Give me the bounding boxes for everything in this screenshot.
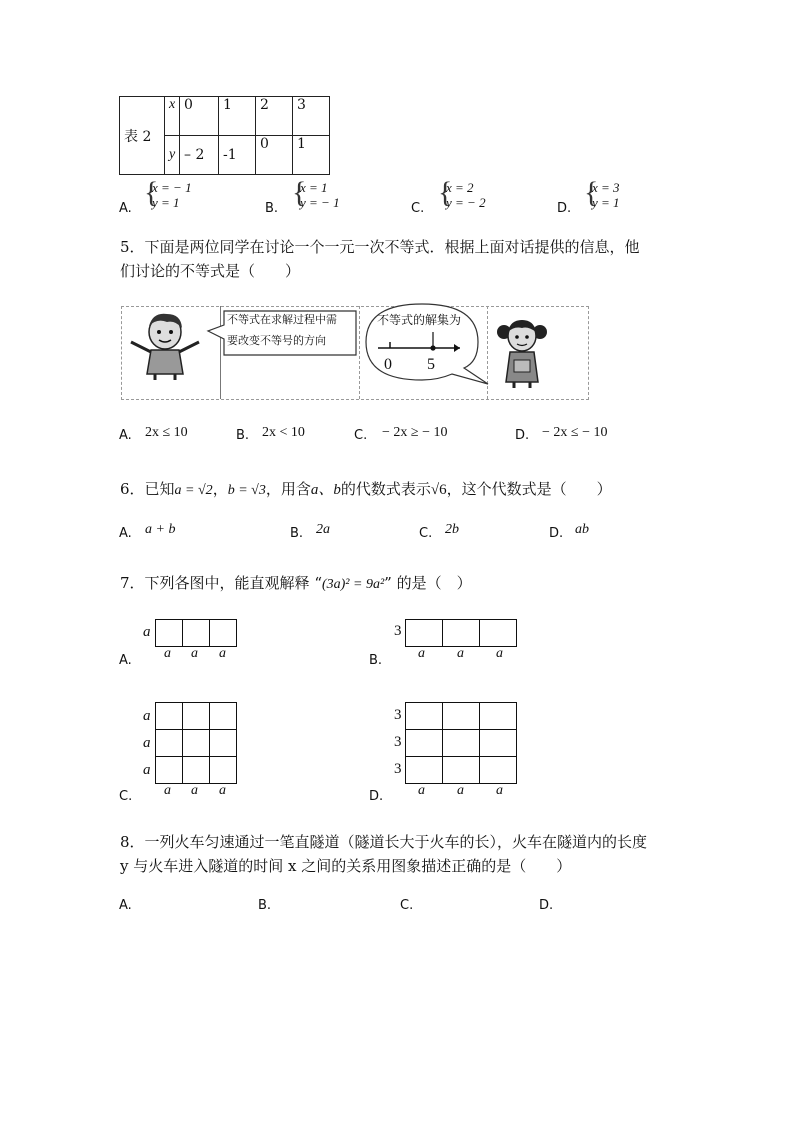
side-label: 3 <box>394 707 402 723</box>
q5-option-a-expr: 2x ≤ 10 <box>145 425 188 440</box>
q7-suffix: ” 的是（ ） <box>384 574 472 592</box>
table-2 <box>119 96 330 175</box>
table-head-y: y <box>165 136 180 175</box>
table-cell: 0 <box>256 136 293 175</box>
table-cell: 1 <box>293 136 330 175</box>
q7-option-a-grid <box>155 619 237 647</box>
bottom-label: a <box>164 646 171 661</box>
q6-option-d-expr: ab <box>575 522 589 537</box>
q8-option-d-label[interactable]: D. <box>539 898 554 913</box>
bottom-label: a <box>418 646 425 661</box>
q5-option-c-expr: − 2x ≥ − 10 <box>382 425 448 440</box>
bottom-label: a <box>164 783 171 798</box>
q8-line-1: 8．一列火车匀速通过一笔直隧道（隧道长大于火车的长），火车在隧道内的长度 <box>120 833 648 851</box>
table-cell: 1 <box>219 97 256 136</box>
q4-option-b-label[interactable]: B. <box>265 201 279 216</box>
q7-option-d-label[interactable]: D. <box>369 789 384 804</box>
q4-option-c-label[interactable]: C. <box>411 201 425 216</box>
q6-mid: ，用含 <box>265 480 311 498</box>
side-label: a <box>143 624 151 640</box>
q6-option-b-label[interactable]: B. <box>290 526 304 541</box>
q7-formula: (3a)² = 9a² <box>321 577 385 592</box>
q7-option-b-grid <box>405 619 517 647</box>
table-cell: 3 <box>293 97 330 136</box>
q6-option-b-expr: 2a <box>316 522 330 537</box>
equation: y = 1 <box>592 195 620 210</box>
q6-stem <box>120 477 612 503</box>
brace-icon: { <box>584 176 599 209</box>
number-line-tick-5: 5 <box>427 356 435 373</box>
table-cell: 0 <box>180 97 219 136</box>
bottom-label: a <box>191 646 198 661</box>
q5-option-d-expr: − 2x ≤ − 10 <box>542 425 608 440</box>
girl-illustration-icon <box>496 316 548 390</box>
table-cell: -1 <box>219 136 256 175</box>
q6-option-c-label[interactable]: C. <box>419 526 433 541</box>
q6-prefix: 6．已知 <box>120 480 175 498</box>
q8-option-a-label[interactable]: A. <box>119 898 132 913</box>
table-head-x: x <box>165 97 180 136</box>
q4-option-a-label[interactable]: A. <box>119 201 132 216</box>
bottom-label: a <box>496 646 503 661</box>
q6-sqrt6: √6 <box>430 482 447 498</box>
bottom-label: a <box>191 783 198 798</box>
q5-option-a-label[interactable]: A. <box>119 428 132 443</box>
q6-a-eq: a = √2 <box>174 483 213 498</box>
bottom-label: a <box>219 646 226 661</box>
side-label: 3 <box>394 623 402 639</box>
q7-prefix: 7．下列各图中，能直观解释 “ <box>120 574 322 592</box>
side-label: a <box>143 735 151 751</box>
q8-line-2: y 与火车进入隧道的时间 x 之间的关系用图象描述正确的是（ ） <box>120 857 572 875</box>
bubble-left-text-2: 要改变不等号的方向 <box>227 334 326 347</box>
q5-option-b-expr: 2x < 10 <box>262 425 305 440</box>
equation: x = 3 <box>592 180 620 195</box>
table-label: 表 2 <box>120 97 165 175</box>
q6-sep: ， <box>212 480 228 498</box>
bottom-label: a <box>418 783 425 798</box>
bottom-label: a <box>219 783 226 798</box>
q6-option-a-label[interactable]: A. <box>119 526 132 541</box>
side-label: 3 <box>394 734 402 750</box>
bubble-right-text: 不等式的解集为 <box>377 313 462 327</box>
q4-option-d-label[interactable]: D. <box>557 201 572 216</box>
equation: x = 1 <box>300 180 328 195</box>
q5-line-1: 5．下面是两位同学在讨论一个一元一次不等式．根据上面对话提供的信息，他 <box>120 238 640 256</box>
equation: y = − 1 <box>300 195 340 210</box>
bottom-label: a <box>457 783 464 798</box>
q8-option-c-label[interactable]: C. <box>400 898 414 913</box>
bottom-label: a <box>496 783 503 798</box>
q7-option-c-grid <box>155 702 237 784</box>
q7-stem <box>120 571 472 597</box>
brace-icon: { <box>292 176 307 209</box>
equation: y = 1 <box>152 195 180 210</box>
q6-option-c-expr: 2b <box>445 522 459 537</box>
q6-suffix-1: 的代数式表示 <box>340 480 431 498</box>
q8-option-b-label[interactable]: B. <box>258 898 272 913</box>
brace-icon: { <box>144 176 159 209</box>
q5-option-c-label[interactable]: C. <box>354 428 368 443</box>
equation: y = − 2 <box>446 195 486 210</box>
boy-illustration-icon <box>125 308 205 380</box>
q6-option-a-expr: a + b <box>145 522 176 537</box>
q7-option-b-label[interactable]: B. <box>369 653 383 668</box>
bottom-label: a <box>457 646 464 661</box>
q5-option-b-label[interactable]: B. <box>236 428 250 443</box>
number-line-tick-0: 0 <box>384 356 392 373</box>
q5-option-d-label[interactable]: D. <box>515 428 530 443</box>
equation: x = − 1 <box>152 180 192 195</box>
q7-option-d-grid <box>405 702 517 784</box>
side-label: a <box>143 708 151 724</box>
q7-option-a-label[interactable]: A. <box>119 653 132 668</box>
q5-line-2: 们讨论的不等式是（ ） <box>120 262 301 280</box>
table-cell: – 2 <box>180 136 219 175</box>
equation: x = 2 <box>446 180 474 195</box>
q6-ab: a、b <box>310 482 341 498</box>
q6-suffix-2: ，这个代数式是（ ） <box>446 480 612 498</box>
side-label: a <box>143 762 151 778</box>
q7-option-c-label[interactable]: C. <box>119 789 133 804</box>
bubble-left-text-1: 不等式在求解过程中需 <box>227 313 337 326</box>
table-cell: 2 <box>256 97 293 136</box>
brace-icon: { <box>438 176 453 209</box>
q6-option-d-label[interactable]: D. <box>549 526 564 541</box>
side-label: 3 <box>394 761 402 777</box>
q6-b-eq: b = √3 <box>227 483 266 498</box>
